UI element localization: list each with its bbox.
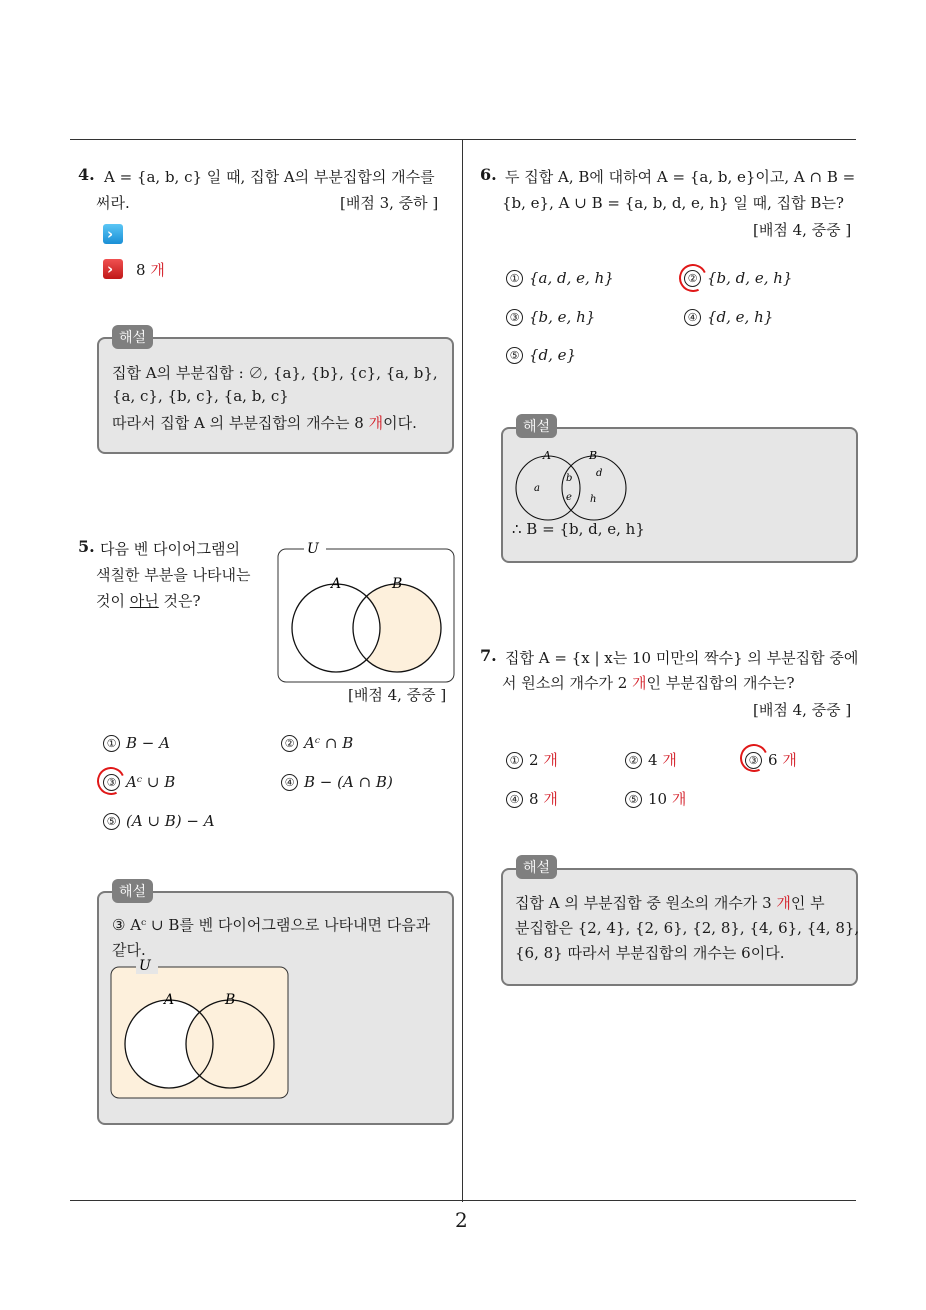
selected-answer-mark-icon xyxy=(93,763,129,799)
option-number-icon: ③ xyxy=(103,774,120,791)
venn-set-a-label: A xyxy=(543,449,551,462)
q7-text-tail: 인 부분집합의 개수는? xyxy=(646,674,795,692)
q4-solution-tag: 해설 xyxy=(112,325,153,349)
option-text: {a, d, e, h} xyxy=(529,269,614,287)
chevron-right-icon: › xyxy=(107,260,114,278)
q4-number: 4. xyxy=(78,165,95,184)
option-unit: 개 xyxy=(543,751,558,769)
option-unit: 개 xyxy=(662,751,677,769)
q4-text-line2: 써라. xyxy=(96,194,130,212)
option-text: Aᶜ ∩ B xyxy=(304,734,354,752)
venn-set-a-label: A xyxy=(331,576,342,592)
option-number-icon: ① xyxy=(103,735,120,752)
q4-solution-line2: {a, c}, {b, c}, {a, b, c} xyxy=(112,387,289,405)
option-text: 6 xyxy=(768,751,783,769)
q4-answer xyxy=(136,259,165,280)
show-answer-button[interactable] xyxy=(103,224,123,244)
q4-solution-tail: 이다. xyxy=(383,414,417,432)
q7-option-1[interactable] xyxy=(506,749,558,770)
q7-solution-text: 집합 A 의 부분집합 중 원소의 개수가 3 xyxy=(515,894,777,912)
option-text: 2 xyxy=(529,751,544,769)
selected-answer-mark-icon xyxy=(675,260,711,296)
answer-marker-button[interactable] xyxy=(103,259,123,279)
q7-solution-line1 xyxy=(515,892,825,913)
q4-answer-value: 8 xyxy=(136,261,146,279)
q5-option-4[interactable] xyxy=(281,773,393,791)
q4-score-meta: [배점 3, 중하 ] xyxy=(340,194,439,212)
option-number-icon: ② xyxy=(281,735,298,752)
option-text: {b, e, h} xyxy=(529,308,596,326)
venn-set-b-label: B xyxy=(589,449,598,462)
q5-venn-diagram xyxy=(276,536,456,686)
q5-text-part: 것이 xyxy=(96,592,130,610)
q4-solution-line3 xyxy=(112,412,417,433)
venn-element-e: e xyxy=(566,492,572,503)
q5-solution-line2: 같다. xyxy=(112,941,146,959)
option-text: B − (A ∩ B) xyxy=(304,773,393,791)
q7-solution-tail: 인 부 xyxy=(790,894,825,912)
venn-set-b-label: B xyxy=(392,576,403,592)
venn-element-a: a xyxy=(534,483,540,494)
option-unit: 개 xyxy=(782,751,797,769)
q7-score-meta: [배점 4, 중중 ] xyxy=(753,701,852,719)
option-number-icon: ⑤ xyxy=(506,347,523,364)
q7-option-5[interactable] xyxy=(625,788,686,809)
q4-solution-line1: 집합 A의 부분집합 : ∅, {a}, {b}, {c}, {a, b}, xyxy=(112,364,438,382)
option-number-icon: ① xyxy=(506,270,523,287)
option-text: 8 xyxy=(529,790,544,808)
q4-solution-text: 따라서 집합 A 의 부분집합의 개수는 8 xyxy=(112,414,369,432)
q7-text-line2 xyxy=(502,672,795,693)
option-number-icon: ④ xyxy=(506,791,523,808)
option-text: (A ∪ B) − A xyxy=(126,812,215,830)
q7-solution-line3: {6, 8} 따라서 부분집합의 개수는 6이다. xyxy=(515,944,785,962)
venn-element-b: b xyxy=(566,473,573,484)
q5-text-line3 xyxy=(96,590,201,611)
q5-emphasis: 아닌 xyxy=(129,592,159,610)
q7-solution-tag: 해설 xyxy=(516,855,557,879)
chevron-right-icon: › xyxy=(107,225,114,243)
option-text: 10 xyxy=(648,790,672,808)
q6-solution-line1: ∴ B = {b, d, e, h} xyxy=(512,520,645,538)
option-unit: 개 xyxy=(671,790,687,808)
q5-option-1[interactable] xyxy=(103,734,170,752)
bottom-rule xyxy=(70,1200,856,1201)
q7-number: 7. xyxy=(480,646,497,665)
q7-solution-line2: 분집합은 {2, 4}, {2, 6}, {2, 8}, {4, 6}, {4, 8}, xyxy=(515,919,860,937)
option-text: 4 xyxy=(648,751,663,769)
q4-text-line1: A = {a, b, c} 일 때, 집합 A의 부분집합의 개수를 xyxy=(104,168,435,186)
option-unit: 개 xyxy=(543,790,558,808)
page-number: 2 xyxy=(455,1208,468,1232)
q7-solution-unit: 개 xyxy=(776,894,791,912)
q5-option-2[interactable] xyxy=(281,734,353,752)
venn-set-b-label: B xyxy=(225,992,236,1008)
venn-element-d: d xyxy=(596,468,603,479)
option-text: Aᶜ ∪ B xyxy=(126,773,176,791)
q5-text-line2: 색칠한 부분을 나타내는 xyxy=(96,566,251,584)
q7-text-unit: 개 xyxy=(632,674,647,692)
q4-answer-unit: 개 xyxy=(150,261,165,279)
q5-solution-tag: 해설 xyxy=(112,879,153,903)
q4-solution-unit: 개 xyxy=(368,414,384,432)
option-number-icon: ② xyxy=(625,752,642,769)
selected-answer-mark-icon xyxy=(736,740,772,776)
option-number-icon: ⑤ xyxy=(103,813,120,830)
q6-text-line2: {b, e}, A ∪ B = {a, b, d, e, h} 일 때, 집합 B는? xyxy=(502,194,844,212)
top-rule xyxy=(70,139,856,140)
q6-score-meta: [배점 4, 중중 ] xyxy=(753,221,852,239)
q6-text-line1: 두 집합 A, B에 대하여 A = {a, b, e}이고, A ∩ B = xyxy=(505,168,856,186)
q6-solution-tag: 해설 xyxy=(516,414,557,438)
q6-number: 6. xyxy=(480,165,497,184)
option-number-icon: ⑤ xyxy=(625,791,642,808)
option-number-icon: ③ xyxy=(745,752,762,769)
q6-option-3[interactable] xyxy=(506,308,595,326)
q6-option-1[interactable] xyxy=(506,269,614,287)
option-number-icon: ② xyxy=(684,270,701,287)
q7-text-line1: 집합 A = {x | x는 10 미만의 짝수} 의 부분집합 중에 xyxy=(505,649,859,667)
option-text: {d, e} xyxy=(529,346,577,364)
q5-text-tail: 것은? xyxy=(158,592,201,610)
q5-solution-venn xyxy=(110,958,290,1100)
q6-solution-venn xyxy=(510,446,636,526)
venn-set-a-label: A xyxy=(164,992,175,1008)
venn-element-h: h xyxy=(590,494,597,505)
option-number-icon: ③ xyxy=(506,309,523,326)
option-text: {d, e, h} xyxy=(707,308,774,326)
q6-option-4[interactable] xyxy=(684,308,773,326)
venn-universe-label: U xyxy=(307,541,319,557)
column-divider xyxy=(462,139,463,1202)
q5-solution-line1: ③ Aᶜ ∪ B를 벤 다이어그램으로 나타내면 다음과 xyxy=(112,916,431,934)
q7-text-part: 서 원소의 개수가 2 xyxy=(502,674,633,692)
q7-option-4[interactable] xyxy=(506,788,558,809)
option-number-icon: ① xyxy=(506,752,523,769)
venn-universe-label: U xyxy=(139,958,151,974)
q5-number: 5. xyxy=(78,537,95,556)
q5-score-meta: [배점 4, 중중 ] xyxy=(348,686,447,704)
option-number-icon: ④ xyxy=(281,774,298,791)
option-text: B − A xyxy=(126,734,170,752)
option-number-icon: ④ xyxy=(684,309,701,326)
q5-option-5[interactable] xyxy=(103,812,215,830)
q6-option-5[interactable] xyxy=(506,346,576,364)
q5-text-line1: 다음 벤 다이어그램의 xyxy=(100,540,240,558)
q7-option-2[interactable] xyxy=(625,749,677,770)
option-text: {b, d, e, h} xyxy=(707,269,793,287)
